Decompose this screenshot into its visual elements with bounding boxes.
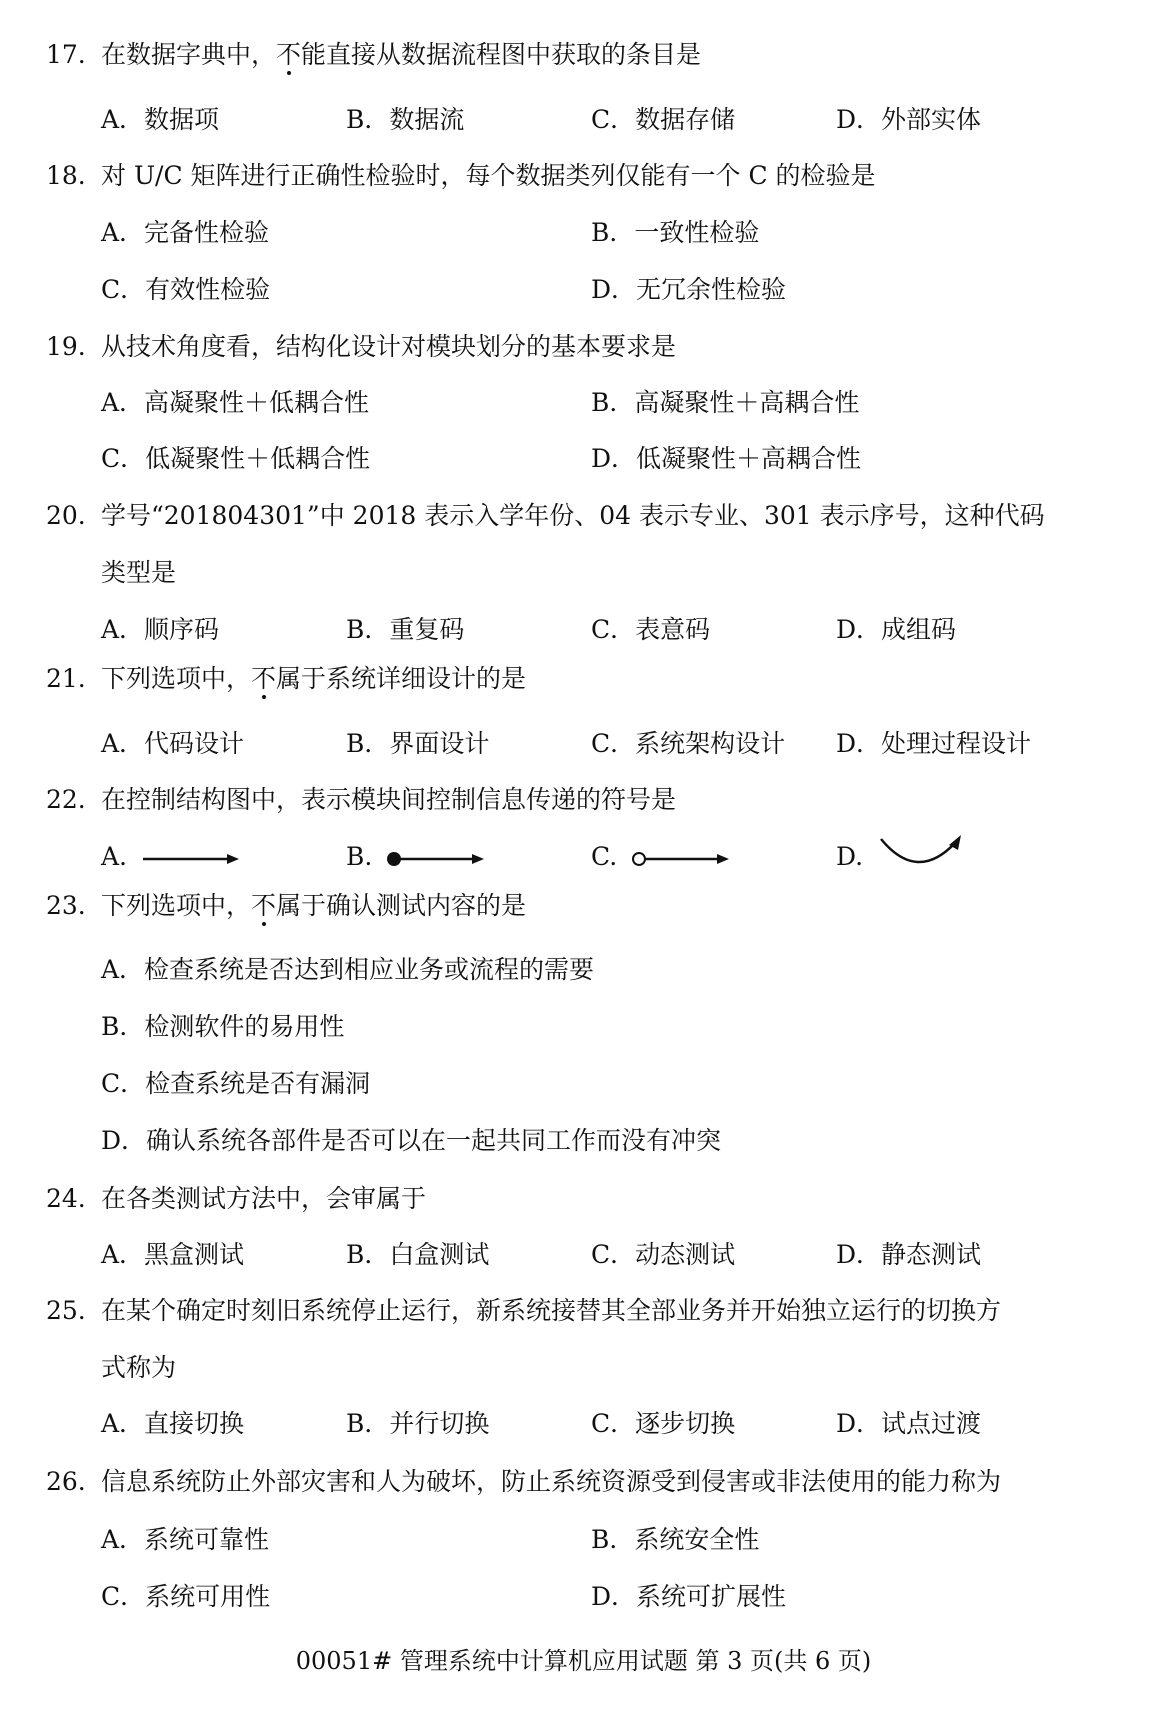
option-b: B．并行切换 [346, 1409, 490, 1438]
option-b: B．系统安全性 [591, 1525, 760, 1554]
option-label: D. [836, 842, 864, 871]
question-stem-continued: 式称为 [101, 1353, 177, 1382]
stem-text: 下列选项中， [101, 664, 252, 693]
question-stem [101, 39, 701, 71]
question-number: 25. [46, 1296, 86, 1325]
option-a: A．系统可靠性 [101, 1525, 270, 1554]
option-d: D．低凝聚性＋高耦合性 [591, 444, 862, 473]
question-number: 18. [46, 161, 86, 190]
option-d: D．确认系统各部件是否可以在一起共同工作而没有冲突 [101, 1126, 722, 1155]
question-number: 22. [46, 785, 86, 814]
question-stem: 在某个确定时刻旧系统停止运行，新系统接替其全部业务并开始独立运行的切换方 [101, 1296, 1002, 1325]
option-d: D．系统可扩展性 [591, 1582, 787, 1611]
option-b: B．白盒测试 [346, 1240, 490, 1269]
question-stem-continued: 类型是 [101, 558, 177, 587]
hollow-circle-arrow-icon [631, 849, 731, 869]
option-c: C．数据存储 [591, 105, 736, 134]
question-stem [101, 890, 526, 922]
option-c: C．逐步切换 [591, 1409, 736, 1438]
option-d: D．外部实体 [836, 105, 982, 134]
option-a: A．代码设计 [101, 729, 245, 758]
question-stem: 在各类测试方法中，会审属于 [101, 1184, 427, 1213]
question-stem: 在控制结构图中，表示模块间控制信息传递的符号是 [101, 785, 677, 814]
question-number: 23. [46, 891, 86, 920]
option-b: B．重复码 [346, 615, 465, 644]
stem-text: 属于系统详细设计的是 [276, 664, 527, 693]
question-stem: 从技术角度看，结构化设计对模块划分的基本要求是 [101, 332, 677, 361]
option-c: C．系统可用性 [101, 1582, 271, 1611]
option-c [591, 841, 731, 873]
option-b [346, 841, 486, 873]
option-d: D．处理过程设计 [836, 729, 1032, 758]
stem-text: 下列选项中， [101, 891, 252, 920]
option-label: C. [591, 842, 618, 871]
option-c: C．有效性检验 [101, 275, 271, 304]
question-number: 21. [46, 664, 86, 693]
option-a: A．检查系统是否达到相应业务或流程的需要 [101, 955, 595, 984]
option-b: B．高凝聚性＋高耦合性 [591, 388, 860, 417]
option-b: B．界面设计 [346, 729, 490, 758]
curved-arrow-icon [877, 833, 967, 873]
question-stem: 对 U/C 矩阵进行正确性检验时，每个数据类列仅能有一个 C 的检验是 [101, 161, 876, 190]
question-number: 26. [46, 1467, 86, 1496]
option-a: A．高凝聚性＋低耦合性 [101, 388, 370, 417]
question-number: 24. [46, 1184, 86, 1213]
option-b: B．数据流 [346, 105, 465, 134]
option-d: D．成组码 [836, 615, 957, 644]
option-a [101, 841, 241, 873]
filled-circle-arrow-icon [386, 849, 486, 869]
option-label: A. [101, 842, 128, 871]
stem-text: 在数据字典中， [101, 40, 277, 69]
question-number: 19. [46, 332, 86, 361]
question-stem: 学号“201804301”中 2018 表示入学年份、04 表示专业、301 表示序号，这种代码 [101, 501, 1045, 530]
option-a: A．数据项 [101, 105, 220, 134]
question-number: 17. [46, 40, 86, 69]
emphasis-char: 不 [251, 664, 277, 693]
option-c: C．动态测试 [591, 1240, 736, 1269]
option-c: C．检查系统是否有漏洞 [101, 1069, 371, 1098]
page-footer: 00051# 管理系统中计算机应用试题 第 3 页(共 6 页) [295, 1647, 872, 1675]
stem-text: 能直接从数据流程图中获取的条目是 [301, 40, 702, 69]
option-c: C．表意码 [591, 615, 711, 644]
question-stem [101, 663, 526, 695]
option-d: D．试点过渡 [836, 1409, 982, 1438]
question-number: 20. [46, 501, 86, 530]
emphasis-char: 不 [251, 891, 277, 920]
option-b: B．检测软件的易用性 [101, 1012, 345, 1041]
question-stem: 信息系统防止外部灾害和人为破坏，防止系统资源受到侵害或非法使用的能力称为 [101, 1467, 1002, 1496]
option-c: C．系统架构设计 [591, 729, 786, 758]
option-a: A．黑盒测试 [101, 1240, 245, 1269]
option-label: B. [346, 842, 373, 871]
option-a: A．完备性检验 [101, 218, 270, 247]
option-d [836, 841, 967, 873]
option-d: D．静态测试 [836, 1240, 982, 1269]
option-b: B．一致性检验 [591, 218, 760, 247]
emphasis-char: 不 [276, 40, 302, 69]
option-a: A．直接切换 [101, 1409, 245, 1438]
option-d: D．无冗余性检验 [591, 275, 787, 304]
option-a: A．顺序码 [101, 615, 220, 644]
option-c: C．低凝聚性＋低耦合性 [101, 444, 371, 473]
plain-arrow-icon [141, 849, 241, 869]
stem-text: 属于确认测试内容的是 [276, 891, 527, 920]
